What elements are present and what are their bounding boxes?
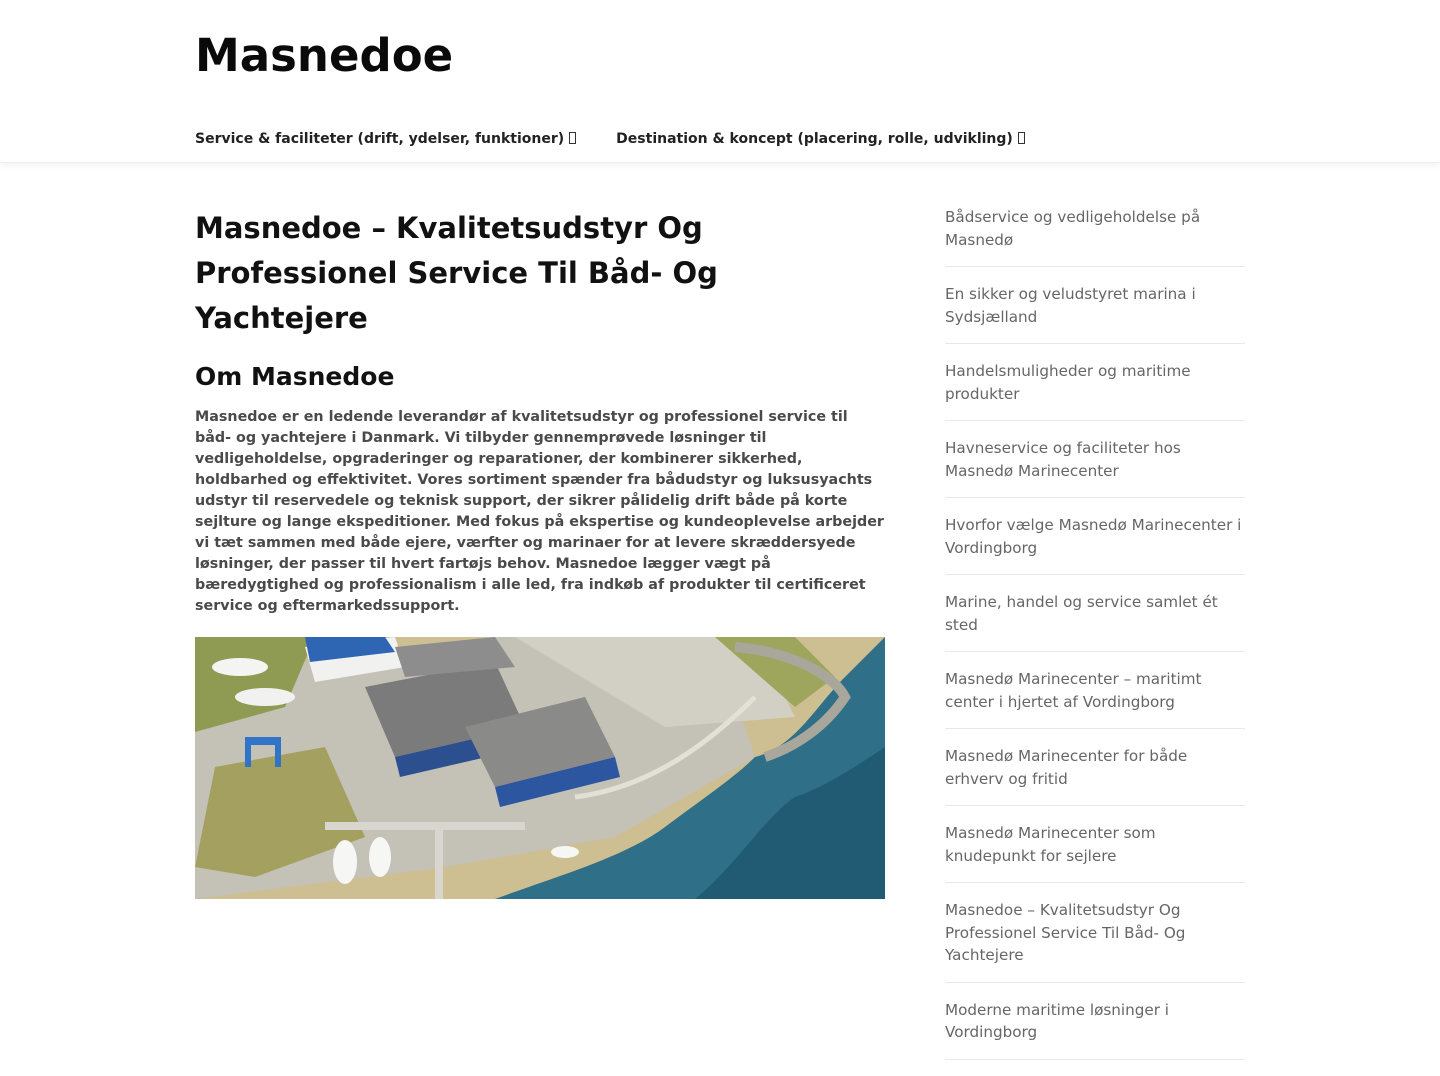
sidebar-link[interactable]: Masnedø Marinecenter som knudepunkt for sejlere [945,822,1245,883]
sidebar [945,206,1245,1076]
sidebar-link[interactable]: Masnedø Marinecenter for både erhverv og fritid [945,745,1245,806]
sidebar-link[interactable]: Moderne maritime løsninger i Vordingborg [945,999,1245,1060]
sidebar-link[interactable]: Marine, handel og service samlet ét sted [945,591,1245,652]
sidebar-link[interactable]: Havneservice og faciliteter hos Masnedø Marinecenter [945,437,1245,498]
chevron-down-icon [569,132,576,144]
main-content [195,206,885,899]
post-title: Masnedoe – Kvalitetsudstyr Og Professionel Service Til Båd- Og Yachtejere [195,211,718,335]
sidebar-link[interactable]: En sikker og veludstyret marina i Sydsjælland [945,283,1245,344]
sidebar-link[interactable]: Masnedoe – Kvalitetsudstyr Og Professionel Service Til Båd- Og Yachtejere [945,899,1245,983]
nav-item-service[interactable] [195,128,576,150]
sidebar-link[interactable]: Bådservice og vedligeholdelse på Masnedø [945,206,1245,267]
nav-item-label: Destination & koncept (placering, rolle, udvikling) [616,131,1013,147]
site-header [0,0,1440,163]
sidebar-link[interactable]: Hvorfor vælge Masnedø Marinecenter i Vordingborg [945,514,1245,575]
nav-item-label: Service & faciliteter (drift, ydelser, funktioner) [195,131,565,147]
article-body: Masnedoe er en ledende leverandør af kvalitetsudstyr og professionel service til båd- og yachtejere i Danmark. Vi tilbyder gennemprøvede løsninger til vedligeholdelse, opgraderinger og reparationer, der kombinerer sikkerhed, holdbarhed og effektivitet. Vores sortiment spænder fra bådudstyr og luksusyachts udstyr til reservedele og teknisk support, der sikrer pålidelig drift både på korte sejlture og lange ekspeditioner. Med fokus på ekspertise og kundeoplevelse arbejder vi tæt sammen med både ejere, værfter og marinaer for at levere skræddersyede løsninger, der passer til hvert fartøjs behov. Masnedoe lægger vægt på bæredygtighed og professionalism i alle led, fra indkøb af produkter til certificeret service og eftermarkedssupport. [195,409,884,614]
sidebar-link[interactable]: Masnedø Marinecenter – maritimt center i hjertet af Vordingborg [945,668,1245,729]
site-title[interactable]: Masnedoe [195,29,454,82]
sidebar-link[interactable]: Handelsmuligheder og maritime produkter [945,360,1245,421]
marina-aerial-photo [195,637,885,899]
chevron-down-icon [1018,132,1025,144]
main-nav [195,128,1025,150]
section-heading: Om Masnedoe [195,362,395,391]
nav-item-destination[interactable] [616,128,1025,150]
